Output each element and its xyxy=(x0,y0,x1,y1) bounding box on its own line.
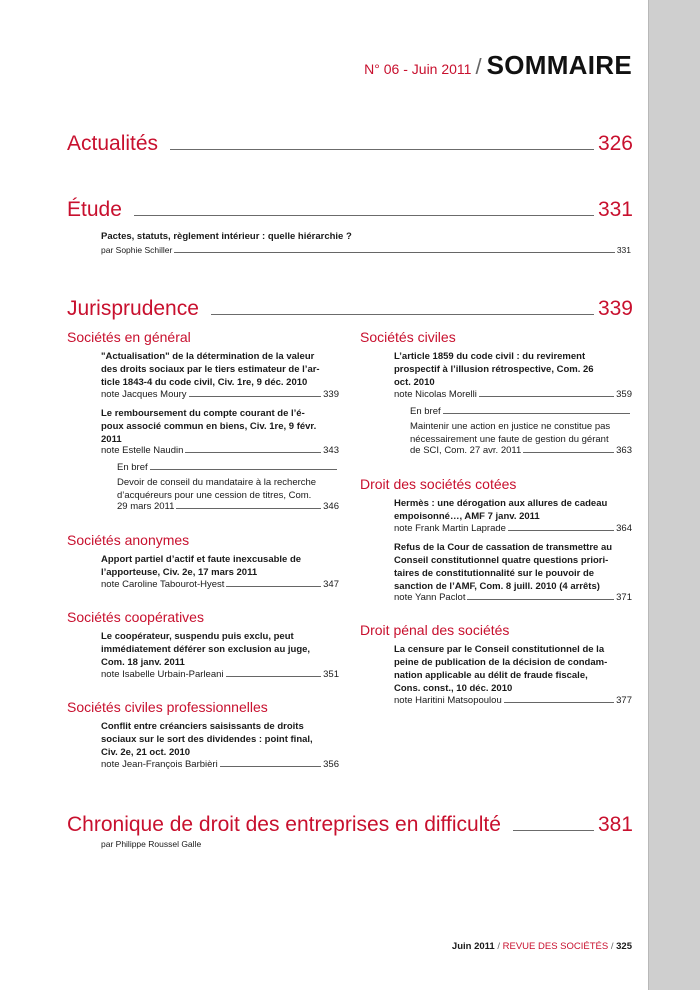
title-line: prospectif à l’illusion rétrospective, Com. 26 xyxy=(394,364,594,375)
article-title[interactable] xyxy=(101,630,351,669)
article-title[interactable] xyxy=(101,407,351,446)
article-note xyxy=(394,696,632,706)
note-author: note Haritini Matsopoulou xyxy=(394,695,502,706)
dot-leader xyxy=(226,676,322,677)
article-page: 343 xyxy=(323,445,339,456)
title-line: 29 mars 2011 xyxy=(117,501,175,512)
article-note xyxy=(101,390,339,400)
section-page: 381 xyxy=(597,813,633,836)
article-title[interactable] xyxy=(394,497,639,523)
note-author: note Jean-François Barbièri xyxy=(101,759,218,770)
dot-leader xyxy=(508,530,614,531)
section-page: 331 xyxy=(597,198,633,221)
title-line: ticle 1843-4 du code civil, Civ. 1re, 9 déc. 2010 xyxy=(101,377,308,388)
article-page: 356 xyxy=(323,759,339,770)
article-title[interactable] xyxy=(394,350,639,389)
title-line: L’article 1859 du code civil : du revirement xyxy=(394,351,586,362)
title-line: Devoir de conseil du mandataire à la recherche xyxy=(117,477,317,488)
article-title[interactable] xyxy=(101,553,351,579)
dot-leader xyxy=(150,469,337,470)
title-line: nécessairement une faute de gestion du gérant xyxy=(410,434,609,445)
section-title: Étude xyxy=(67,198,122,221)
article-note xyxy=(101,580,339,590)
article-byline: par Philippe Roussel Galle xyxy=(101,839,202,849)
title-line: empoisonné…, AMF 7 janv. 2011 xyxy=(394,511,540,522)
title-line: Hermès : une dérogation aux allures de cadeau xyxy=(394,498,608,509)
page-number: 325 xyxy=(616,941,632,952)
dot-leader xyxy=(134,215,594,216)
masthead-separator: / xyxy=(475,54,482,79)
article-page: 351 xyxy=(323,669,339,680)
title-line: La censure par le Conseil constitutionnel de la xyxy=(394,644,605,655)
dot-leader xyxy=(211,314,594,315)
article-byline xyxy=(101,246,631,255)
article-title[interactable] xyxy=(394,541,639,593)
subsection-title: Sociétés en général xyxy=(67,329,191,345)
section-page: 339 xyxy=(597,297,633,320)
title-line: taires de constitutionnalité sur le pouvoir de xyxy=(394,568,595,579)
article-note xyxy=(101,446,339,456)
note-author: note Nicolas Morelli xyxy=(394,389,477,400)
title-line: Apport partiel d’actif et faute inexcusable de xyxy=(101,554,302,565)
subsection-title: Sociétés anonymes xyxy=(67,532,190,548)
title-line: l’apporteuse, Civ. 2e, 17 mars 2011 xyxy=(101,567,258,578)
page-footer xyxy=(452,941,632,952)
title-line: immédiatement déférer son exclusion au juge, xyxy=(101,644,311,655)
dot-leader xyxy=(174,252,614,253)
subsection-title: Droit des sociétés cotées xyxy=(360,476,517,492)
title-line: sociaux sur le sort des dividendes : point final, xyxy=(101,734,313,745)
article-note xyxy=(101,670,339,680)
article-page: 363 xyxy=(616,445,632,456)
title-line: Conseil constitutionnel quatre questions priori- xyxy=(394,555,609,566)
short-article-end xyxy=(117,502,339,512)
article-note xyxy=(394,390,632,400)
section-title: Chronique de droit des entreprises en difficulté xyxy=(67,813,501,836)
dot-leader xyxy=(479,396,614,397)
dot-leader xyxy=(467,599,614,600)
note-author: note Jacques Moury xyxy=(101,389,187,400)
subsection-title: Sociétés civiles xyxy=(360,329,456,345)
en-bref-label: En bref xyxy=(117,462,148,473)
article-title[interactable] xyxy=(101,350,351,389)
title-line: nation applicable au délit de fraude fiscale, xyxy=(394,670,588,681)
article-page: 364 xyxy=(616,523,632,534)
dot-leader xyxy=(220,766,321,767)
page-title: SOMMAIRE xyxy=(486,50,632,80)
dot-leader xyxy=(513,830,594,831)
title-line: 2011 xyxy=(101,434,122,445)
title-line: d’acquéreurs pour une cession de titres, Com. xyxy=(117,490,312,501)
title-line: oct. 2010 xyxy=(394,377,435,388)
note-author: note Yann Paclot xyxy=(394,592,466,603)
article-title[interactable] xyxy=(394,643,639,695)
short-article[interactable] xyxy=(117,476,353,502)
en-bref-heading xyxy=(117,463,339,473)
dot-leader xyxy=(226,586,321,587)
article-page: 359 xyxy=(616,389,632,400)
article-page: 377 xyxy=(616,695,632,706)
article-note xyxy=(394,524,632,534)
short-article[interactable] xyxy=(410,420,646,446)
note-author: note Estelle Naudin xyxy=(101,445,184,456)
title-line: poux associé commun en biens, Civ. 1re, 9 févr. xyxy=(101,421,317,432)
article-page: 339 xyxy=(323,389,339,400)
article-note xyxy=(101,760,339,770)
subsection-title: Droit pénal des sociétés xyxy=(360,622,510,638)
masthead xyxy=(364,50,632,81)
dot-leader xyxy=(443,413,630,414)
footer-magazine: REVUE DES SOCIÉTÉS xyxy=(502,941,609,952)
title-line: Le coopérateur, suspendu puis exclu, peut xyxy=(101,631,294,642)
title-line: Civ. 2e, 21 oct. 2010 xyxy=(101,747,191,758)
toc-section-etude[interactable] xyxy=(67,199,633,220)
footer-separator: / xyxy=(610,941,614,952)
title-line: "Actualisation" de la détermination de la valeur xyxy=(101,351,315,362)
section-page: 326 xyxy=(597,132,633,155)
dot-leader xyxy=(176,508,321,509)
toc-section-jurisprudence[interactable] xyxy=(67,298,633,319)
subsection-title: Sociétés coopératives xyxy=(67,609,204,625)
subsection-title: Sociétés civiles professionnelles xyxy=(67,699,268,715)
en-bref-heading xyxy=(410,407,632,417)
dot-leader xyxy=(170,149,594,150)
dot-leader xyxy=(523,452,614,453)
issue-number: N° 06 - Juin 2011 xyxy=(364,61,472,77)
toc-section-actualites[interactable] xyxy=(67,133,633,154)
title-line: Maintenir une action en justice ne constitue pas xyxy=(410,421,611,432)
section-title: Jurisprudence xyxy=(67,297,199,320)
page-gutter xyxy=(648,0,700,990)
note-author: note Caroline Tabourot-Hyest xyxy=(101,579,225,590)
article-page: 347 xyxy=(323,579,339,590)
article-page: 371 xyxy=(616,592,632,603)
article-page: 331 xyxy=(616,245,631,255)
article-page: 346 xyxy=(323,501,339,512)
short-article-end xyxy=(410,446,632,456)
title-line: Cons. const., 10 déc. 2010 xyxy=(394,683,513,694)
title-line: Com. 18 janv. 2011 xyxy=(101,657,185,668)
title-line: Conflit entre créanciers saisissants de droits xyxy=(101,721,304,732)
note-author: note Isabelle Urbain-Parleani xyxy=(101,669,224,680)
dot-leader xyxy=(504,702,614,703)
section-title: Actualités xyxy=(67,132,159,155)
dot-leader xyxy=(189,396,322,397)
footer-date: Juin 2011 xyxy=(451,941,495,952)
toc-section-chronique[interactable] xyxy=(67,814,633,835)
title-line: Refus de la Cour de cassation de transmettre au xyxy=(394,542,613,553)
title-line: de SCI, Com. 27 avr. 2011 xyxy=(410,445,522,456)
title-line: sanction de l’AMF, Com. 8 juill. 2010 (4 arrêts) xyxy=(394,581,600,592)
title-line: peine de publication de la décision de condam- xyxy=(394,657,608,668)
title-line: des droits sociaux par le tiers estimateur de l’ar- xyxy=(101,364,320,375)
article-title[interactable]: Pactes, statuts, règlement intérieur : quelle hiérarchie ? xyxy=(101,231,352,242)
title-line: Le remboursement du compte courant de l’é- xyxy=(101,408,305,419)
article-title[interactable] xyxy=(101,720,351,759)
en-bref-label: En bref xyxy=(410,406,441,417)
article-note xyxy=(394,593,632,603)
dot-leader xyxy=(185,452,321,453)
footer-separator: / xyxy=(497,941,500,952)
note-author: note Frank Martin Laprade xyxy=(394,523,506,534)
byline-text: par Sophie Schiller xyxy=(101,245,173,255)
